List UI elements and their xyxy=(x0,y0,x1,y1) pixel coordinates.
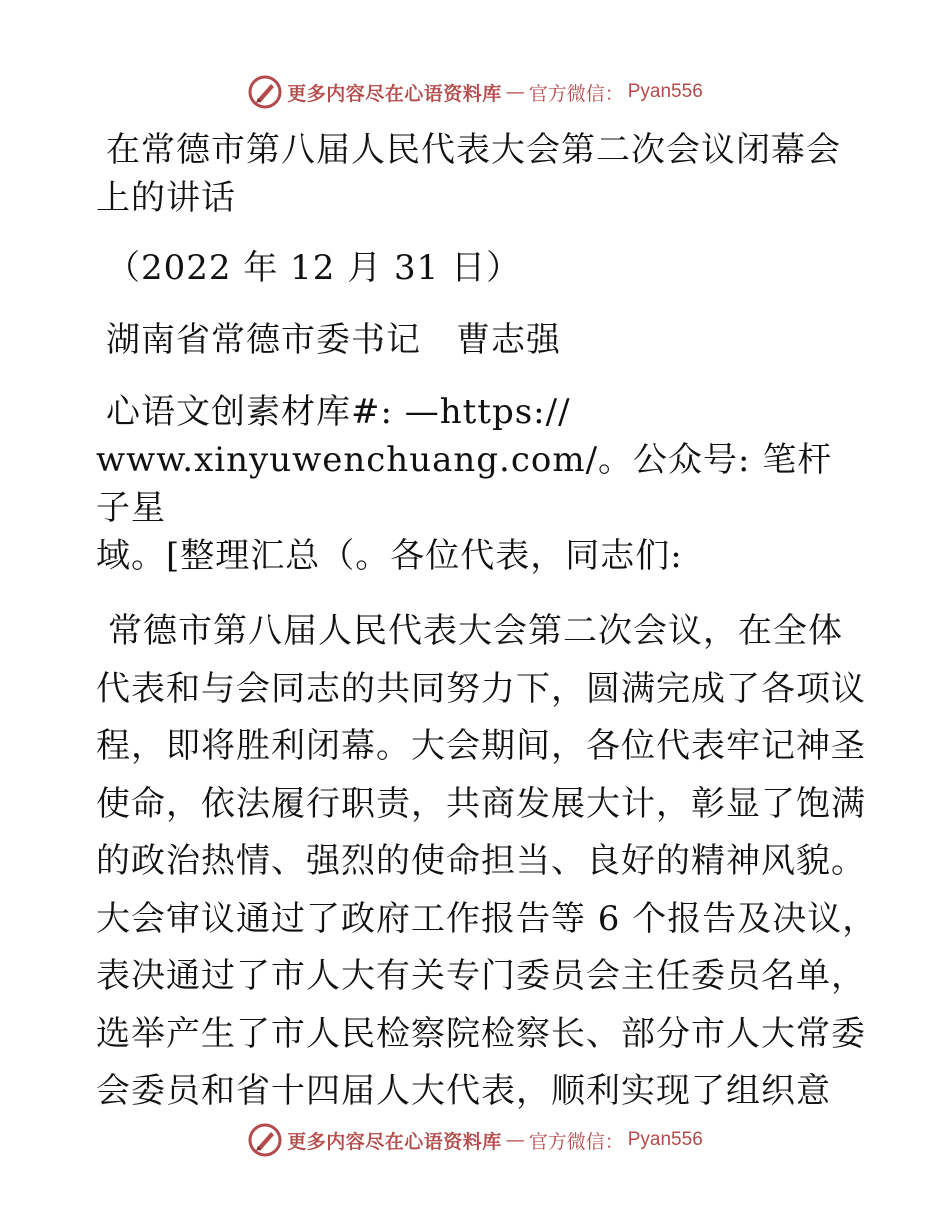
wechat-label: 官方微信： xyxy=(528,1130,624,1153)
document-body xyxy=(96,126,878,1121)
body-line: 的政治热情、强烈的使命担当、良好的精神风貌。 xyxy=(96,841,866,881)
body-line: 程，即将胜利闭幕。大会期间，各位代表牢记神圣 xyxy=(96,726,866,766)
pen-logo-icon xyxy=(247,74,283,110)
watermark-text: 更多内容尽在心语资料库 xyxy=(287,1130,502,1153)
document-title-line-1: 在常德市第八届人民代表大会第二次会议闭幕会 xyxy=(106,130,841,170)
wechat-label: 官方微信： xyxy=(528,82,624,105)
header-watermark-banner xyxy=(0,70,950,114)
source-line-3: 域。[整理汇总（。各位代表，同志们: xyxy=(96,536,683,576)
source-line-1: 心语文创素材库#: —https:// xyxy=(106,392,571,432)
body-line: 大会审议通过了政府工作报告等 6 个报告及决议， xyxy=(96,898,878,939)
document-title-line-2: 上的讲话 xyxy=(96,178,236,218)
pen-logo-icon xyxy=(247,1122,283,1158)
document-date: （2022 年 12 月 31 日） xyxy=(106,248,522,288)
document-author: 湖南省常德市委书记 曹志强 xyxy=(106,320,561,360)
source-note xyxy=(96,388,856,580)
body-line: 代表和与会同志的共同努力下，圆满完成了各项议 xyxy=(96,668,866,709)
body-paragraph xyxy=(96,603,878,1121)
source-line-2: www.xinyuwenchuang.com/。公众号: 笔杆子星 xyxy=(96,440,833,528)
watermark-text: 更多内容尽在心语资料库 xyxy=(287,82,502,105)
footer-watermark-banner xyxy=(0,1118,950,1162)
body-line: 常德市第八届人民代表大会第二次会议，在全体 xyxy=(108,611,843,651)
wechat-id: Pyan556 xyxy=(627,1129,703,1150)
body-line: 会委员和省十四届人大代表，顺利实现了组织意 xyxy=(96,1071,831,1111)
watermark-dash: — xyxy=(505,81,525,103)
wechat-id: Pyan556 xyxy=(627,81,703,102)
watermark-dash: — xyxy=(505,1129,525,1151)
body-line: 表决通过了市人大有关专门委员会主任委员名单， xyxy=(96,956,866,996)
body-line: 选举产生了市人民检察院检察长、部分市人大常委 xyxy=(96,1013,866,1054)
body-line: 使命，依法履行职责，共商发展大计，彰显了饱满 xyxy=(96,783,866,824)
